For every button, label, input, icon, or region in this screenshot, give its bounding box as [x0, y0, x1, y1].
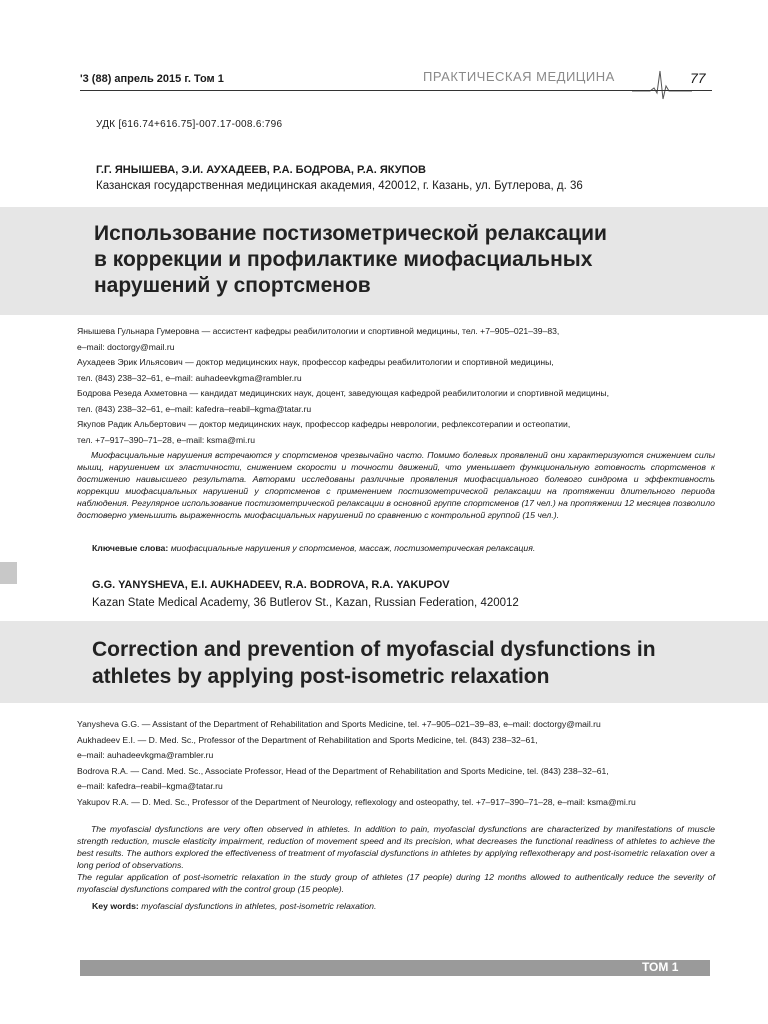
keywords-en — [92, 901, 376, 911]
author-info-line: e–mail: kafedra–reabil–kgma@tatar.ru — [77, 781, 223, 791]
author-info-line: Аухадеев Эрик Ильясович — доктор медицинских наук, профессор кафедры реабилитологии и спортивной медицины, — [77, 357, 554, 367]
journal-name: ПРАКТИЧЕСКАЯ МЕДИЦИНА — [423, 69, 615, 84]
author-info-line: Aukhadeev E.I. — D. Med. Sc., Professor of the Department of Rehabilitation and Sports Medicine, tel. (843) 238–32–61, — [77, 734, 538, 745]
author-info-ru — [77, 324, 609, 448]
abstract-en — [77, 823, 715, 895]
article-title-en — [92, 636, 732, 690]
keywords-ru — [92, 543, 535, 553]
article-title-ru — [94, 221, 714, 299]
header-rule — [80, 90, 712, 91]
keywords-label: Ключевые слова: — [92, 543, 169, 553]
author-info-line: тел. (843) 238–32–61, e–mail: auhadeevkgma@rambler.ru — [77, 372, 302, 383]
abstract-paragraph: Миофасциальные нарушения встречаются у спортсменов чрезвычайно часто. Помимо болевых проявлений они характеризуются снижением силы мышц, нарушением их эластичности, снижением скорости и точности движений, что уменьшает функциональную готовность спортсменов к достижению наивысшего результата. Авторами исследованы различные проявления миофасциального болевого синдрома и эффективность коррекции миофасциальных нарушений у спортсменов с применением постизометрической релаксации на протяжении длительного периода наблюдения. Регулярное использование постизометрической релаксации в основной группе спортсменов (17 чел.) на протяжении 12 месяцев позволило достоверно уменьшить выраженность миофасциальных нарушений по сравнению с контрольной группой (15 чел.). — [77, 450, 715, 520]
author-info-line: Bodrova R.A. — Cand. Med. Sc., Associate Professor, Head of the Department of Rehabilitation and Sports Medicine, tel. (843) 238–32–61, — [77, 765, 609, 776]
ecg-line-icon — [632, 66, 692, 100]
title-line: Correction and prevention of myofascial dysfunctions in — [92, 638, 656, 661]
footer-volume: ТОМ 1 — [642, 960, 679, 974]
author-info-line: тел. (843) 238–32–61, e–mail: kafedra–reabil–kgma@tatar.ru — [77, 403, 312, 414]
author-info-en — [77, 717, 636, 810]
author-info-line: Yanysheva G.G. — Assistant of the Department of Rehabilitation and Sports Medicine, tel. +7–905–021–39–83, e–mail: doctorgy@mail.ru — [77, 719, 601, 729]
author-info-line: e–mail: auhadeevkgma@rambler.ru — [77, 750, 214, 760]
abstract-ru — [77, 449, 715, 521]
title-line: нарушений у спортсменов — [94, 274, 371, 297]
keywords-label: Key words: — [92, 901, 139, 911]
issue-info: '3 (88) апрель 2015 г. Том 1 — [80, 73, 224, 85]
affiliation-ru: Казанская государственная медицинская академия, 420012, г. Казань, ул. Бутлерова, д. 36 — [96, 180, 583, 192]
abstract-paragraph: The regular application of post-isometric relaxation in the study group of athletes (17 people) during 12 months allowed to authentically reduce the severity of myofascial dysfunctions compared with the control group (15 people). — [77, 872, 715, 894]
author-info-line: Янышева Гульнара Гумеровна — ассистент кафедры реабилитологии и спортивной медицины, тел. +7–905–021–39–83, — [77, 326, 560, 336]
author-info-line: тел. +7–917–390–71–28, e–mail: ksma@mi.ru — [77, 434, 256, 445]
author-info-line: Якупов Радик Альбертович — доктор медицинских наук, профессор кафедры неврологии, рефлексотерапии и остеопатии, — [77, 419, 571, 429]
affiliation-en: Kazan State Medical Academy, 36 Butlerov St., Kazan, Russian Federation, 420012 — [92, 597, 519, 609]
page-number: 77 — [690, 70, 706, 86]
title-line: athletes by applying post-isometric relaxation — [92, 665, 550, 688]
author-info-line: Бодрова Резеда Ахметовна — кандидат медицинских наук, доцент, заведующая кафедрой реабилитологии и спортивной медицины, — [77, 388, 609, 398]
authors-ru: Г.Г. ЯНЫШЕВА, Э.И. АУХАДЕЕВ, Р.А. БОДРОВА, Р.А. ЯКУПОВ — [96, 164, 426, 176]
author-info-line: Yakupov R.A. — D. Med. Sc., Professor of the Department of Neurology, reflexology and osteopathy, tel. +7–917–390–71–28, e–mail: ksma@mi.ru — [77, 796, 636, 807]
udk-code: УДК [616.74+616.75]-007.17-008.6:796 — [96, 119, 283, 130]
abstract-paragraph: The myofascial dysfunctions are very often observed in athletes. In addition to pain, myofascial dysfunctions are characterized by manifestations of muscle strength reduction, muscle elasticity impairment, reduction of movement speed and its precision, what decreases the functional readiness of athletes to achieve the best results. The authors explored the effectiveness of treatment of myofascial dysfunctions in athletes by applying reflexotherapy and post-isometric relaxation over a long period of observations. — [77, 824, 715, 870]
side-tab-marker — [0, 562, 17, 584]
footer-bar — [80, 960, 710, 976]
author-info-line: e–mail: doctorgy@mail.ru — [77, 341, 175, 352]
keywords-text: миофасциальные нарушения у спортсменов, массаж, постизометрическая релаксация. — [170, 543, 536, 553]
keywords-text: myofascial dysfunctions in athletes, post-isometric relaxation. — [141, 901, 377, 911]
title-line: Использование постизометрической релаксации — [94, 222, 607, 245]
title-line: в коррекции и профилактике миофасциальных — [94, 248, 593, 271]
authors-en: G.G. YANYSHEVA, E.I. AUKHADEEV, R.A. BODROVA, R.A. YAKUPOV — [92, 579, 450, 591]
